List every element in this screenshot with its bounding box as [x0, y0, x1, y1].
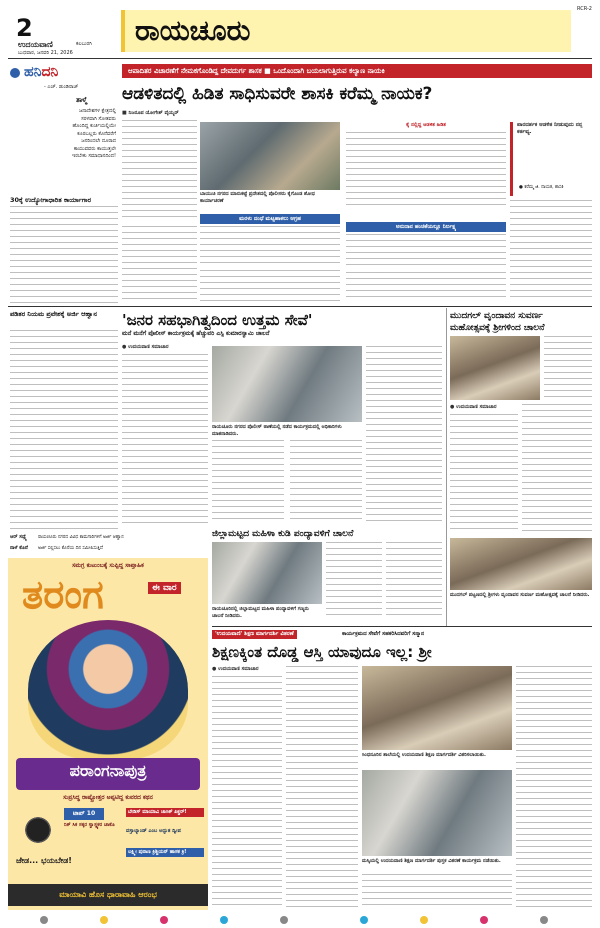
- left-brief-headline: 30ಕ್ಕೆ ಉದ್ಯೋಗಾಧಾರಿತ ಕಾರ್ಯಾಗಾರ: [10, 196, 92, 204]
- temple-headline-1: ಮುದಗಲ್ ವೃಂದಾವನ ಸುವರ್ಣ: [450, 311, 543, 321]
- police-headline: 'ಜನರ ಸಹಭಾಗಿತ್ವದಿಂದ ಉತ್ತಮ ಸೇವೆ': [122, 311, 313, 329]
- poem-lines: [16, 108, 116, 161]
- tender-text-1: ರಾಯಚೂರು ನಗರದ ವಿವಿಧ ಕಾಮಗಾರಿಗಳಿಗೆ ಅರ್ಜಿ ಆಹ್ವಾನ: [38, 535, 124, 540]
- lead-headline: ಆಡಳಿತದಲ್ಲಿ ಹಿಡಿತ ಸಾಧಿಸುವರೇ ಶಾಸಕಿ ಕರೆಮ್ಮ ನಾಯಕ?: [122, 84, 433, 104]
- women-col1: [326, 542, 382, 620]
- education-col2: [286, 666, 358, 910]
- tender-text-2: ಅರ್ಜಿ ಸಲ್ಲಿಸಲು ಕೊನೆಯ ದಿನ ಸಮೀಪಿಸುತ್ತಿದೆ: [38, 546, 103, 551]
- paper-name: ಉದಯವಾಣಿ: [18, 40, 53, 49]
- ad-blurb2: ವಸ್ತಾಲ್ಯಾಂಡ್ ಎಂಬ ಅದ್ಭುತ ದ್ವೀಪ: [126, 828, 181, 834]
- lead-box1-body: [200, 226, 340, 266]
- lead-col3: [346, 132, 506, 210]
- police-col4: [366, 346, 442, 524]
- education-kicker: 'ಉದಯವಾಣಿ' ಶಿಕ್ಷಣ ಮಾರ್ಗದರ್ಶಿ ವಿತರಣೆ: [212, 630, 297, 639]
- education-col1: [212, 676, 282, 910]
- ad-tagline: ಸಮಗ್ರ ಕುಟುಂಬಕ್ಕೆ ಸುಪ್ಪಿದ್ದ ಸಾಪ್ತಾಹಿಕ: [72, 562, 144, 569]
- ad-issue: ಈ ವಾರ: [148, 582, 181, 594]
- temple-photo-caption: ಮುದಗಲ್ ಪಟ್ಟಣದಲ್ಲಿ ಶ್ರೀಗಳು ವೃಂದಾವನ ಸುವರ್ಣ ಮಹೋತ್ಸವಕ್ಕೆ ಚಾಲನೆ ನೀಡಿದರು.: [450, 592, 590, 598]
- tender-strip: [10, 534, 208, 556]
- lead-quote-box: [510, 122, 592, 196]
- reg-dot: [540, 916, 548, 924]
- education-col3: [516, 666, 592, 910]
- women-photo-caption: ರಾಯಚೂರಿನಲ್ಲಿ ಜಿಲ್ಲಾಮಟ್ಟದ ಮಹಿಳಾ ಪಂದ್ಯಾವಳಿಗೆ ಗಣ್ಯರು ಚಾಲನೆ ನೀಡಿದರು.: [212, 606, 309, 619]
- education-headline: ಶಿಕ್ಷಣಕ್ಕಿಂತ ದೊಡ್ಡ ಆಸ್ತಿ ಯಾವುದೂ ಇಲ್ಲ: ಶ್ರೀ: [212, 643, 432, 661]
- poem-line: ಇರಬೇಕು ಸಮಾಧಾನದಿಂದ!: [71, 153, 116, 159]
- education-byline: ● ಉದಯವಾಣಿ ಸಮಾಚಾರ: [212, 666, 259, 672]
- section-rule-1: [8, 306, 592, 307]
- page-number: 2: [16, 14, 33, 42]
- education-photo-1: [362, 666, 512, 750]
- poem-line: ಜನರಿಂದಲೇ ದೂರಾದ: [81, 138, 116, 144]
- edition: ಕಲಬುರಗಿ: [76, 41, 92, 47]
- education-caption-2: ಮಸ್ಕಿಯಲ್ಲಿ ಉದಯವಾಣಿ ಶಿಕ್ಷಣ ಮಾರ್ಗದರ್ಶಿ ಪುಸ್ತಕ ವಿತರಣೆ ಕಾರ್ಯಕ್ರಮ ನಡೆಯಿತು.: [362, 858, 501, 864]
- lead-col-bottom-3: [346, 272, 506, 302]
- ad-artwork: [28, 620, 188, 760]
- education-kicker-row: [212, 630, 592, 640]
- reg-dot: [480, 916, 488, 924]
- poem-line: ಕಾಯುವವರು ಕಾಯುತ್ತಲೇ: [73, 145, 116, 152]
- ad-brand: ತರಂಗ: [22, 572, 104, 618]
- ad-top10: ಟಾಪ್ 10: [64, 808, 104, 820]
- corner-code: RCR-2: [577, 6, 592, 12]
- hanidani-author: - ಎಚ್. ಡುಂಡಿರಾಜ್: [44, 84, 79, 90]
- ad-blurb1: ಬೇಡಿಸ್ ಮಾಯಾವಿ ಜಾಸಿಕ್ ಪಿಕ್ಚರ್!: [126, 808, 204, 817]
- education-photo-2: [362, 770, 512, 856]
- section-title-box: [121, 10, 571, 52]
- temple-headline-2: ಮಹೋತ್ಸವಕ್ಕೆ ಶ್ರೀಗಳಿಂದ ಚಾಲನೆ: [450, 323, 545, 333]
- masthead-rule: [8, 58, 592, 59]
- women-col2: [386, 542, 442, 620]
- section-title: ರಾಯಚೂರು: [135, 14, 251, 47]
- masthead: [8, 6, 592, 56]
- education-kicker2: ಕಾರ್ಯಕ್ರಮದ ಸೇವೆಗೆ ಸಹಕರಿಸಿದವರಿಗೆ ಸನ್ಮಾನ: [342, 631, 425, 637]
- tender-label-2: ನಾಳೆ ಕೊನೆ: [10, 545, 28, 551]
- women-headline: ಜಿಲ್ಲಾಮಟ್ಟದ ಮಹಿಳಾ ಕುಡಿ ಪಂದ್ಯಾವಳಿಗೆ ಚಾಲನೆ: [212, 529, 354, 539]
- education-caption-1: ಸಿಂಧನೂರಿನ ಶಾಲೆಯಲ್ಲಿ ಉದಯವಾಣಿ ಶಿಕ್ಷಣ ಮಾರ್ಗದರ್ಶಿ ವಿತರಿಸಲಾಯಿತು.: [362, 752, 486, 758]
- police-byline: ● ಉದಯವಾಣಿ ಸಮಾಚಾರ: [122, 344, 169, 350]
- hanidani-title-2: ದನಿ: [41, 64, 59, 80]
- lead-photo-caption: ಬಾಯುಚಿ ನಗರದ ಮಾರುಕಟ್ಟೆ ಪ್ರದೇಶದಲ್ಲಿ ಪೊಲೀಸರು ಕೈಗೊಂಡ ಶೋಧ ಕಾರ್ಯಾಚರಣೆ: [200, 191, 315, 204]
- ad-feature-sub: ಸುಪ್ರಸಿದ್ಧ ರಾಷ್ಟ್ರೋತ್ತರ ಅಪ್ಪಟಿದ್ದ ಕುವರದ ಕಥನ: [63, 794, 153, 801]
- poem-title: ತಾಳ್ಮೆ: [76, 96, 88, 104]
- temple-photo-2: [450, 538, 592, 590]
- lead-col1: [122, 120, 197, 222]
- temple-side-col: [544, 336, 592, 400]
- column-divider: [446, 308, 447, 626]
- left-brief-body: [10, 206, 118, 306]
- hanidani-title-1: ಹನಿ: [24, 64, 42, 80]
- ad-feature-title: ಪರಾಂಗನಾಪುತ್ರ: [69, 761, 147, 780]
- reg-dot: [420, 916, 428, 924]
- police-col2: [212, 440, 284, 524]
- tender-label-1: ಆರ್ ಸದ್ಸ್ಯೆ: [10, 534, 27, 540]
- poem-line: ಜನಾದೇಶಗಳ ಕ್ಷೇತ್ರದಲ್ಲಿ: [78, 108, 116, 114]
- police-photo: [212, 346, 362, 422]
- date: ಬುಧವಾರ, ಜನವರಿ 21, 2026: [18, 50, 73, 56]
- lead-box2-body: [346, 234, 506, 268]
- lead-quote: ಪಾರದರ್ಶಕ ಆಡಳಿತ ನೀಡುವುದು ನನ್ನ ಕರ್ತವ್ಯ.: [517, 122, 583, 135]
- poem-line: ಹೊಂದಿದ್ದ ಕುರ್ಚಿಯಲ್ಲಿಯೇ: [72, 123, 116, 129]
- poem-line: ಸರಳವಾಗಿ ಸೋತವರು: [81, 115, 116, 122]
- police-subhead: ಮನೆ ಮನೆಗೆ ಪೊಲೀಸ್ ಕಾರ್ಯಕ್ರಮಕ್ಕೆ ಹೆಚ್ಚುವರಿ ಎಸ್ಪಿ ಕುಮಾರಸ್ವಾಮಿ ಚಾಲನೆ: [122, 330, 270, 337]
- lead-quote-by: ● ಕರೆಮ್ಮ ಜಿ. ನಾಯಕ, ಶಾಸಕಿ: [519, 185, 564, 190]
- women-photo: [212, 542, 322, 604]
- education-col4: [362, 874, 512, 910]
- hanidani-icon: [10, 68, 20, 78]
- poem-line: ಕೂರಬಲ್ಲರು ಕೊನೆವರೆಗೆ: [77, 130, 116, 137]
- reg-dot: [100, 916, 108, 924]
- reg-dot: [220, 916, 228, 924]
- spider-icon: [18, 810, 58, 850]
- lead-col-bottom-1: [122, 226, 197, 302]
- notice-body: [10, 330, 118, 530]
- lead-subhead: ಕೈ ನಲ್ಲಿದ್ದ ಆಡಳಿತ ಹಿಡಿತ: [406, 122, 446, 128]
- lead-box1-title: ಮರಳು ದಂಧೆ ಮಟ್ಟಹಾಕಲು ಆಗ್ರಹ: [200, 214, 340, 224]
- lead-kicker: ಆಪಾದಿತರ ವಿಚಾರಣೆಗೆ ನೇಮಕಗೊಂಡಿದ್ದ ದೇವದುರ್ಗ ಶಾಸಕ ■ ಒಂದೊಂದಾಗಿ ಬಯಲಾಗುತ್ತಿರುವ ಕಲ್ಯಾಣ ನಾಯಕಿ: [122, 64, 592, 78]
- lead-box2-title: ಅನುದಾನ ಹಂಚಿಕೆಯಲ್ಲೂ ನಿರ್ಲಕ್ಷ್ಯ: [346, 222, 506, 232]
- lead-col-right: [510, 200, 592, 302]
- lead-photo: [200, 122, 340, 190]
- lead-col-bottom-2: [200, 270, 340, 302]
- reg-dot: [360, 916, 368, 924]
- police-col1: [122, 354, 208, 524]
- ad-top10-sub: ನಿಕ್ ಸಿಕ ಸಕ್ಕರ ಸ್ವಾಸ್ಥ್ಯಕರ ಚಾಕೊ: [64, 822, 115, 828]
- police-photo-caption: ರಾಯಚೂರು ನಗರದ ಪೊಲೀಸ್ ಠಾಣೆಯಲ್ಲಿ ನಡೆದ ಕಾರ್ಯಕ್ರಮದಲ್ಲಿ ಅಧಿಕಾರಿಗಳು ಮಾತನಾಡಿದರು.: [212, 424, 342, 437]
- ad-blurb3: ಲಕ್ಷ್ಮೀ ಪುರಾಣ ಕ್ರಿಶ್ಚಿಯನ್ ಹಾಸಕ ಕ್ರಿ!: [126, 848, 204, 857]
- hanidani-title: [24, 64, 58, 80]
- section-rule-2: [212, 626, 592, 627]
- ad-footer: ಮಾಯಾವಿ ಹೊಸ ಧಾರಾವಾಹಿ ಆರಂಭ: [8, 884, 208, 906]
- temple-photo: [450, 336, 540, 400]
- temple-col1: [450, 414, 518, 534]
- reg-dot: [280, 916, 288, 924]
- lead-byline: ■ ನಿಜರೂಪ ಯೋಗೇಶ್ ವೈಯ್ಯರ್: [122, 110, 179, 116]
- temple-col2: [522, 404, 592, 534]
- reg-dot: [160, 916, 168, 924]
- police-col3: [290, 440, 362, 524]
- taranga-ad: [8, 558, 208, 910]
- ad-warning: ಜೇಡ... ಭಯಬೇಡ!: [16, 856, 72, 865]
- reg-dot: [40, 916, 48, 924]
- notice-headline: ಪಡಿತರ ನಿಯಮ ಪ್ರವೇಶಕ್ಕೆ ಅರ್ಜಿ ಆಹ್ವಾನ: [10, 310, 97, 318]
- registration-marks: [0, 912, 600, 928]
- hanidani-box: [8, 62, 118, 192]
- temple-byline: ● ಉದಯವಾಣಿ ಸಮಾಚಾರ: [450, 404, 497, 410]
